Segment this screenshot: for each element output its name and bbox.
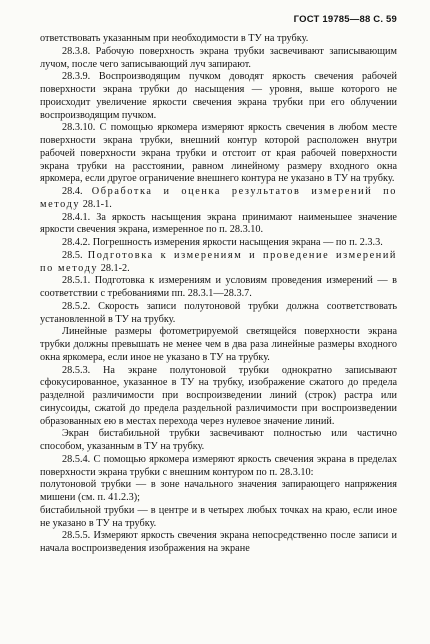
paragraph: Экран бистабильной трубки засвечивают полностью или частично способом, указанным в ТУ на трубку. bbox=[40, 428, 397, 452]
body-text bbox=[40, 33, 397, 556]
section-title-tail: 28.1-2. bbox=[98, 262, 130, 274]
paragraph: 28.3.9. Воспроизводящим пучком доводят яркость свечения рабочей поверхности экрана трубки до насыщения — уровня, выше которого не происходит увеличение яркости свечения экрана трубки при его облучении воспроизводящим пучком. bbox=[40, 71, 397, 121]
paragraph: 28.3.10. С помощью яркомера измеряют яркость свечения в любом месте поверхности экрана трубки, внешний контур которой расположен внутри рабочей поверхности экрана трубки и отстоит от края рабочей поверхности экрана трубки на расстоянии, равном линейному размеру входного окна яркомера, если другое ограничение внешнего контура не указано в ТУ на трубку. bbox=[40, 122, 397, 185]
paragraph: 28.4.2. Погрешность измерения яркости насыщения экрана — по п. 2.3.3. bbox=[62, 237, 383, 248]
section-heading bbox=[40, 250, 397, 276]
paragraph: Линейные размеры фотометрируемой светящейся поверхности экрана трубки должны превышать не менее чем в два раза линейные размеры входного окна яркомера, если иное не указано в ТУ на трубку. bbox=[40, 326, 397, 363]
paragraph: 28.5.4. С помощью яркомера измеряют яркость свечения экрана в пределах поверхности экрана трубки с внешним контуром по п. 28.3.10: bbox=[40, 453, 397, 478]
paragraph: 28.5.2. Скорость записи полутоновой трубки должна соответствовать установленной в ТУ на трубку. bbox=[40, 300, 397, 325]
section-title-tail: 28.1-1. bbox=[80, 198, 112, 210]
section-title: Подготовка к измерениям и проведение измерений по методу bbox=[40, 249, 397, 274]
section-number: 28.5. bbox=[62, 249, 83, 261]
paragraph: 28.3.8. Рабочую поверхность экрана трубки засвечивают записывающим лучом, после чего записывающий луч запирают. bbox=[40, 45, 397, 70]
paragraph: полутоновой трубки — в зоне начального значения запирающего напряжения мишени (см. п. 41.2.3); bbox=[40, 479, 397, 503]
running-head: ГОСТ 19785—88 С. 59 bbox=[293, 14, 397, 25]
section-heading bbox=[40, 186, 397, 212]
paragraph: ответствовать указанным при необходимости в ТУ на трубку. bbox=[40, 33, 309, 44]
section-title: Обработка и оценка результатов измерений по методу bbox=[40, 186, 397, 210]
paragraph: 28.5.5. Измеряют яркость свечения экрана непосредственно после записи и начала воспроизведения изображения на экране bbox=[40, 530, 397, 554]
paragraph: 28.4.1. За яркость насыщения экрана принимают наименьшее значение яркости свечения экрана, измеренное по п. 28.3.10. bbox=[40, 211, 397, 236]
paragraph: 28.5.3. На экране полутоновой трубки однократно записывают сфокусированное, указанное в ТУ на трубку, изображение сжатого до предела разделной различимости при воспроизведении линий (строк) растра или синусоиды, сжатой до предела раздельной различимости при воспроизведении образованных ею в местах перехода через нулевое значение линий. bbox=[40, 364, 397, 427]
section-number: 28.4. bbox=[62, 186, 83, 197]
paragraph: 28.5.1. Подготовка к измерениям и условиям проведения измерений — в соответствии с требованиями пп. 28.3.1—28.3.7. bbox=[40, 275, 397, 299]
paragraph: бистабильной трубки — в центре и в четырех любых точках на краю, если иное не указано в ТУ на трубку. bbox=[40, 504, 397, 529]
